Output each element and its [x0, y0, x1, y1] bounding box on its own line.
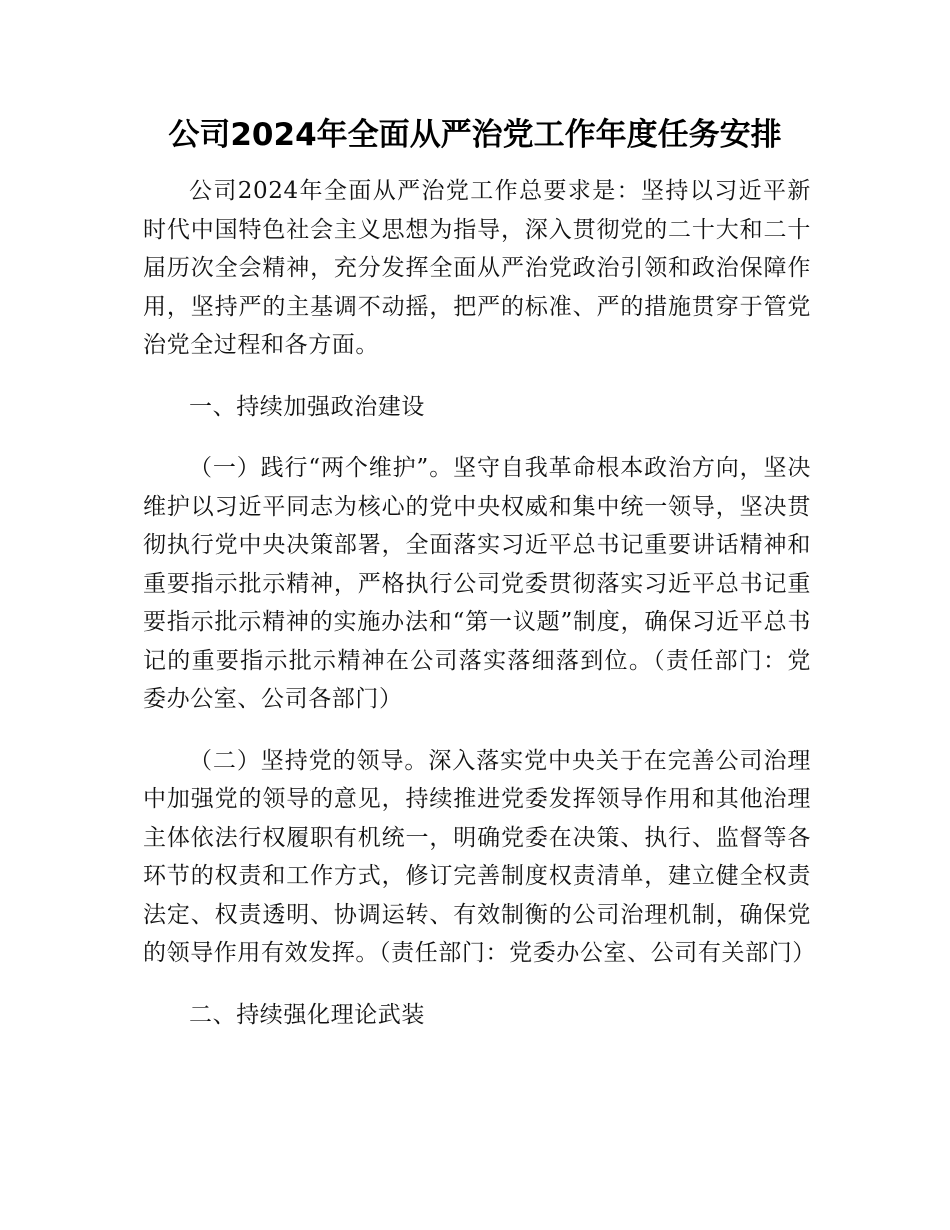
intro-paragraph: 公司2024年全面从严治党工作总要求是：坚持以习近平新时代中国特色社会主义思想为指导，深入贯彻党的二十大和二十届历次全会精神，充分发挥全面从严治党政治引领和政治保障作用，坚持严的主基调不动摇，把严的标准、严的措施贯穿于管党治党全过程和各方面。	[143, 178, 811, 358]
document-title: 公司2024年全面从严治党工作年度任务安排	[168, 117, 782, 153]
document-body	[143, 172, 816, 1034]
section-heading-1: 一、持续加强政治建设	[189, 393, 425, 420]
subsection-paragraph-2: （二）坚持党的领导。深入落实党中央关于在完善公司治理中加强党的领导的意见，持续推进党委发挥领导作用和其他治理主体依法行权履职有机统一，明确党委在决策、执行、监督等各环节的权责和工作方式，修订完善制度权责清单，建立健全权责法定、权责透明、协调运转、有效制衡的公司治理机制，确保党的领导作用有效发挥。（责任部门：党委办公室、公司有关部门）	[143, 747, 816, 966]
section-heading-2: 二、持续强化理论武装	[189, 1001, 425, 1028]
subsection-paragraph-1: （一）践行“两个维护”。坚守自我革命根本政治方向，坚决维护以习近平同志为核心的党中央权威和集中统一领导，坚决贯彻执行党中央决策部署，全面落实习近平总书记重要讲话精神和重要指示批示精神，严格执行公司党委贯彻落实习近平总书记重要指示批示精神的实施办法和“第一议题”制度，确保习近平总书记的重要指示批示精神在公司落实落细落到位。（责任部门：党委办公室、公司各部门）	[143, 455, 811, 712]
